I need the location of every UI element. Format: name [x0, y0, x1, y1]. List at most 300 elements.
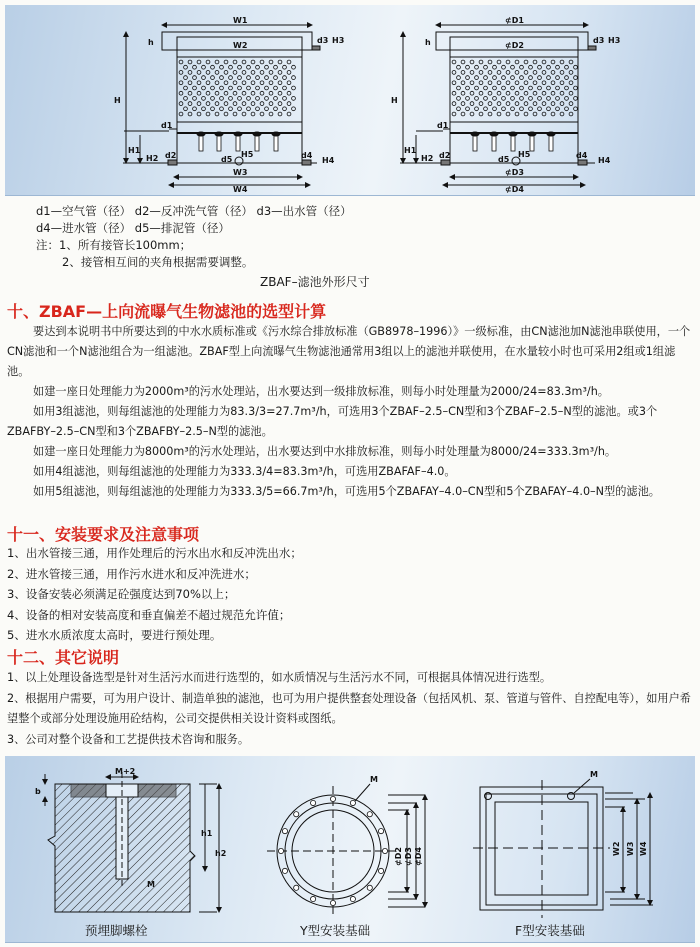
media-hole — [470, 102, 474, 106]
media-hole — [502, 107, 506, 111]
media-hole — [242, 60, 246, 64]
media-hole — [287, 81, 291, 85]
media-hole — [470, 71, 474, 75]
media-hole — [533, 81, 537, 85]
label-d5-right: d5 — [498, 155, 510, 164]
media-hole — [188, 102, 192, 106]
media-hole — [287, 102, 291, 106]
section-11-list — [7, 543, 302, 646]
media-hole — [229, 65, 233, 69]
label-h2: h2 — [215, 849, 227, 858]
media-hole — [224, 60, 228, 64]
media-hole — [520, 97, 524, 101]
nozzle — [511, 135, 515, 151]
media-hole — [484, 97, 488, 101]
media-hole — [292, 97, 296, 101]
media-hole — [188, 112, 192, 116]
media-hole — [565, 76, 569, 80]
media-hole — [233, 71, 237, 75]
label-H5-right: H5 — [518, 150, 531, 159]
media-hole — [533, 71, 537, 75]
label-W4: W4 — [233, 185, 248, 194]
media-hole — [511, 86, 515, 90]
label-d2-right: d2 — [439, 151, 451, 160]
nozzle-cap — [490, 132, 498, 136]
media-hole — [538, 76, 542, 80]
media-hole — [224, 102, 228, 106]
bolt-hole — [330, 796, 335, 801]
list-item: 2、进水管接三通，用作污水进水和反冲洗进水； — [7, 566, 256, 581]
media-hole — [506, 102, 510, 106]
media-hole — [256, 76, 260, 80]
media-hole — [452, 102, 456, 106]
nozzle — [549, 135, 553, 151]
label-H2: H2 — [146, 154, 159, 163]
media-hole — [215, 102, 219, 106]
media-hole — [256, 65, 260, 69]
media-hole — [188, 60, 192, 64]
media-hole — [461, 102, 465, 106]
media-hole — [184, 97, 188, 101]
media-hole — [488, 60, 492, 64]
media-hole — [202, 65, 206, 69]
legend-line-2: d4—进水管（径） d5—排泥管（径） — [36, 221, 230, 235]
media-hole — [247, 86, 251, 90]
media-hole — [269, 112, 273, 116]
media-hole — [497, 60, 501, 64]
media-hole — [538, 107, 542, 111]
media-hole — [466, 76, 470, 80]
media-hole — [520, 86, 524, 90]
media-hole — [202, 76, 206, 80]
media-hole — [565, 107, 569, 111]
media-hole — [542, 102, 546, 106]
list-item: 3、公司对整个设备和工艺提供技术咨询和服务。 — [7, 732, 250, 746]
label-b: b — [35, 787, 41, 796]
media-hole — [484, 86, 488, 90]
label-M-bolt: M — [147, 880, 155, 889]
media-hole — [470, 112, 474, 116]
media-hole — [502, 65, 506, 69]
media-hole — [533, 102, 537, 106]
media-hole — [466, 86, 470, 90]
media-hole — [233, 102, 237, 106]
section-10-paragraph: 如用5组滤池，则每组滤池的处理能力为333.3/5=66.7m³/h，可选用5个ZBAFAY–4.0–CN型和5个ZBAFAY–4.0–N型的滤池。 — [33, 485, 660, 498]
media-hole — [206, 71, 210, 75]
media-hole — [260, 91, 264, 95]
media-hole — [197, 81, 201, 85]
section-12-list — [7, 668, 695, 750]
media-hole — [506, 60, 510, 64]
media-hole — [202, 107, 206, 111]
label-D3-y: ⊄D3 — [404, 847, 413, 866]
media-hole — [551, 112, 555, 116]
media-hole — [452, 71, 456, 75]
media-hole — [238, 65, 242, 69]
label-h1: h1 — [201, 829, 213, 838]
media-hole — [256, 86, 260, 90]
label-D3: ⊄D3 — [505, 168, 524, 177]
media-hole — [475, 107, 479, 111]
media-hole — [242, 102, 246, 106]
label-D1: ⊄D1 — [505, 16, 524, 25]
bolt-hole — [350, 800, 355, 805]
media-hole — [569, 71, 573, 75]
label-H: H — [114, 96, 121, 105]
dimension-figure-caption: ZBAF–滤池外形尺寸 — [260, 275, 370, 289]
media-hole — [551, 60, 555, 64]
label-d3: d3 — [317, 36, 329, 45]
bolt-hole — [282, 868, 287, 873]
media-hole — [247, 107, 251, 111]
nozzle — [199, 135, 203, 151]
media-hole — [502, 86, 506, 90]
media-hole — [511, 76, 515, 80]
media-hole — [206, 112, 210, 116]
media-hole — [569, 102, 573, 106]
nozzle-cap — [272, 132, 280, 136]
media-hole — [193, 76, 197, 80]
media-hole — [260, 102, 264, 106]
media-hole — [247, 76, 251, 80]
media-hole — [475, 76, 479, 80]
bolt-hole — [311, 896, 316, 901]
media-hole — [497, 112, 501, 116]
section-11-heading: 十一、安装要求及注意事项 — [7, 525, 200, 544]
label-H4-right: H4 — [598, 156, 611, 165]
media-hole — [260, 71, 264, 75]
list-item: 3、设备安装必须满足砼强度达到70%以上； — [7, 587, 236, 601]
bolt-hole — [294, 812, 299, 817]
label-H1: H1 — [128, 146, 141, 155]
legend-note-1: 注：1、所有接管长100mm； — [36, 238, 192, 252]
nozzle — [255, 135, 259, 151]
media-hole — [197, 60, 201, 64]
label-d2: d2 — [165, 151, 177, 160]
media-hole — [283, 86, 287, 90]
media-hole — [574, 76, 578, 80]
media-hole — [292, 76, 296, 80]
section-10-heading: 十、ZBAF—上向流曝气生物滤池的选型计算 — [7, 302, 327, 321]
media-hole — [274, 97, 278, 101]
media-hole — [184, 65, 188, 69]
media-hole — [538, 86, 542, 90]
list-item: 1、出水管接三通，用作处理后的污水出水和反冲洗出水； — [7, 546, 302, 560]
media-hole — [524, 91, 528, 95]
label-d4: d4 — [301, 151, 313, 160]
media-hole — [506, 91, 510, 95]
bolt-caption: 预埋脚螺栓 — [85, 923, 148, 938]
media-hole — [565, 97, 569, 101]
nozzle — [274, 135, 278, 151]
nozzle — [492, 135, 496, 151]
media-hole — [287, 112, 291, 116]
media-hole — [287, 60, 291, 64]
section-10-paragraph: 如建一座日处理能力为8000m³的污水处理站，出水要达到中水排放标准，则每小时处理量为8000/24=333.3m³/h。 — [33, 445, 617, 458]
label-h-right: h — [425, 38, 431, 47]
media-hole — [238, 107, 242, 111]
media-hole — [502, 76, 506, 80]
media-hole — [242, 112, 246, 116]
filter-dimension-diagram-panel — [5, 5, 695, 196]
media-hole — [466, 65, 470, 69]
media-hole — [461, 60, 465, 64]
media-hole — [470, 60, 474, 64]
media-hole — [529, 86, 533, 90]
media-hole — [265, 65, 269, 69]
media-hole — [479, 60, 483, 64]
media-hole — [574, 65, 578, 69]
media-hole — [278, 112, 282, 116]
media-hole — [193, 97, 197, 101]
media-hole — [547, 86, 551, 90]
media-hole — [211, 107, 215, 111]
media-hole — [551, 91, 555, 95]
media-hole — [220, 76, 224, 80]
media-hole — [265, 107, 269, 111]
media-hole — [215, 112, 219, 116]
media-hole — [493, 97, 497, 101]
media-hole — [265, 76, 269, 80]
media-hole — [515, 60, 519, 64]
media-hole — [502, 97, 506, 101]
label-H3-right: H3 — [608, 36, 621, 45]
media-hole — [256, 97, 260, 101]
media-hole — [533, 60, 537, 64]
media-hole — [283, 65, 287, 69]
media-hole — [179, 60, 183, 64]
section-10-paragraph: 如用3组滤池，则每组滤池的处理能力为83.3/3=27.7m³/h，可选用3个ZBAF–2.5–CN型和3个ZBAF–2.5–N型的滤池。或3个ZBAFBY–2.5–CN型和3个ZBAFBY–2.5–N型的滤池。 — [7, 405, 658, 438]
section-10-paragraph: 如建一座日处理能力为2000m³的污水处理站，出水要达到一级排放标准，则每小时处理量为2000/24=83.3m³/h。 — [33, 385, 609, 398]
media-hole — [470, 91, 474, 95]
media-hole — [260, 112, 264, 116]
media-hole — [560, 112, 564, 116]
nozzle-cap — [253, 132, 261, 136]
list-item: 1、以上处理设备选型是针对生活污水而进行选型的，如水质情况与生活污水不同，可根据具体情况进行选型。 — [7, 671, 552, 684]
media-hole — [265, 86, 269, 90]
media-hole — [479, 91, 483, 95]
media-hole — [193, 65, 197, 69]
f-base-caption: F型安装基础 — [515, 923, 585, 938]
media-hole — [484, 65, 488, 69]
media-hole — [475, 65, 479, 69]
media-hole — [179, 102, 183, 106]
label-d3-right: d3 — [593, 36, 605, 45]
media-hole — [238, 97, 242, 101]
nozzle-cap — [215, 132, 223, 136]
media-hole — [529, 97, 533, 101]
media-hole — [242, 81, 246, 85]
label-D4-y: ⊄D4 — [414, 847, 423, 866]
label-W4-f: W4 — [639, 841, 648, 856]
media-hole — [265, 97, 269, 101]
media-hole — [287, 71, 291, 75]
media-hole — [506, 112, 510, 116]
media-hole — [256, 107, 260, 111]
media-hole — [197, 112, 201, 116]
bolt-hole — [278, 848, 283, 853]
section-10-paragraph: 如用4组滤池，则每组滤池的处理能力为333.3/4=83.3m³/h，可选用ZBAFAF–4.0。 — [33, 465, 456, 478]
media-hole — [551, 102, 555, 106]
label-d4-right: d4 — [576, 151, 588, 160]
media-hole — [461, 71, 465, 75]
media-hole — [529, 107, 533, 111]
list-item: 4、设备的相对安装高度和垂直偏差不超过规范允许值； — [7, 607, 291, 622]
media-hole — [278, 91, 282, 95]
bolt-hole — [378, 829, 383, 834]
y-base-caption: Y型安装基础 — [300, 923, 371, 938]
media-hole — [292, 107, 296, 111]
media-hole — [556, 76, 560, 80]
media-hole — [206, 91, 210, 95]
label-D2: ⊄D2 — [505, 41, 524, 50]
media-hole — [538, 97, 542, 101]
media-hole — [497, 81, 501, 85]
media-hole — [278, 102, 282, 106]
media-hole — [533, 91, 537, 95]
media-hole — [233, 112, 237, 116]
media-hole — [283, 107, 287, 111]
media-hole — [569, 60, 573, 64]
media-hole — [466, 97, 470, 101]
label-d1: d1 — [161, 121, 173, 130]
media-hole — [511, 107, 515, 111]
media-hole — [457, 86, 461, 90]
label-M-f: M — [590, 770, 598, 779]
media-hole — [551, 81, 555, 85]
media-hole — [292, 86, 296, 90]
media-hole — [556, 86, 560, 90]
media-hole — [475, 86, 479, 90]
nozzle-cap — [547, 132, 555, 136]
nozzle-cap — [471, 132, 479, 136]
media-hole — [206, 81, 210, 85]
media-hole — [515, 102, 519, 106]
media-hole — [493, 65, 497, 69]
media-hole — [515, 71, 519, 75]
media-hole — [488, 102, 492, 106]
media-hole — [533, 112, 537, 116]
media-hole — [529, 76, 533, 80]
media-hole — [251, 112, 255, 116]
media-hole — [206, 60, 210, 64]
media-hole — [506, 71, 510, 75]
media-hole — [202, 97, 206, 101]
media-hole — [179, 112, 183, 116]
media-hole — [524, 112, 528, 116]
nozzle-cap — [528, 132, 536, 136]
media-hole — [269, 71, 273, 75]
media-hole — [211, 76, 215, 80]
media-hole — [560, 60, 564, 64]
media-hole — [569, 91, 573, 95]
media-hole — [574, 86, 578, 90]
nozzle — [473, 135, 477, 151]
media-hole — [292, 65, 296, 69]
label-M-y: M — [370, 775, 378, 784]
media-hole — [542, 112, 546, 116]
media-hole — [269, 81, 273, 85]
media-hole — [515, 91, 519, 95]
media-hole — [556, 97, 560, 101]
media-hole — [565, 65, 569, 69]
media-hole — [211, 97, 215, 101]
media-hole — [215, 91, 219, 95]
media-hole — [452, 81, 456, 85]
media-hole — [188, 91, 192, 95]
media-hole — [488, 112, 492, 116]
media-hole — [556, 65, 560, 69]
media-hole — [542, 91, 546, 95]
media-hole — [197, 102, 201, 106]
label-W2: W2 — [233, 41, 248, 50]
nozzle — [530, 135, 534, 151]
media-hole — [206, 102, 210, 106]
media-hole — [560, 91, 564, 95]
media-hole — [569, 112, 573, 116]
bolt-hole — [311, 800, 316, 805]
media-hole — [560, 81, 564, 85]
media-hole — [542, 81, 546, 85]
label-W3-f: W3 — [626, 841, 635, 856]
media-hole — [251, 91, 255, 95]
media-hole — [220, 86, 224, 90]
media-hole — [479, 102, 483, 106]
media-hole — [457, 76, 461, 80]
media-hole — [547, 97, 551, 101]
media-hole — [542, 71, 546, 75]
media-hole — [457, 65, 461, 69]
foundation-diagrams — [5, 756, 695, 942]
media-hole — [238, 86, 242, 90]
media-hole — [538, 65, 542, 69]
media-hole — [569, 81, 573, 85]
label-H-right: H — [391, 96, 398, 105]
bolt-hole — [367, 812, 372, 817]
section-10-body — [7, 322, 695, 502]
media-hole — [547, 107, 551, 111]
media-hole — [251, 71, 255, 75]
media-hole — [488, 91, 492, 95]
media-hole — [224, 71, 228, 75]
media-hole — [520, 107, 524, 111]
media-hole — [457, 97, 461, 101]
list-item: 5、进水水质浓度太高时，要进行预处理。 — [7, 628, 222, 642]
media-hole — [215, 71, 219, 75]
media-hole — [233, 81, 237, 85]
bolt-hole — [294, 885, 299, 890]
media-hole — [452, 60, 456, 64]
media-hole — [238, 76, 242, 80]
media-hole — [479, 81, 483, 85]
media-hole — [457, 107, 461, 111]
media-hole — [497, 91, 501, 95]
media-hole — [197, 91, 201, 95]
media-hole — [565, 86, 569, 90]
media-hole — [247, 65, 251, 69]
bolt-hole — [330, 900, 335, 905]
media-hole — [229, 107, 233, 111]
media-hole — [229, 86, 233, 90]
media-hole — [233, 91, 237, 95]
media-hole — [184, 76, 188, 80]
label-h: h — [148, 38, 154, 47]
media-hole — [520, 76, 524, 80]
media-hole — [452, 91, 456, 95]
embedded-bolt-diagram — [45, 772, 219, 912]
bolt-hole — [378, 868, 383, 873]
media-hole — [524, 81, 528, 85]
